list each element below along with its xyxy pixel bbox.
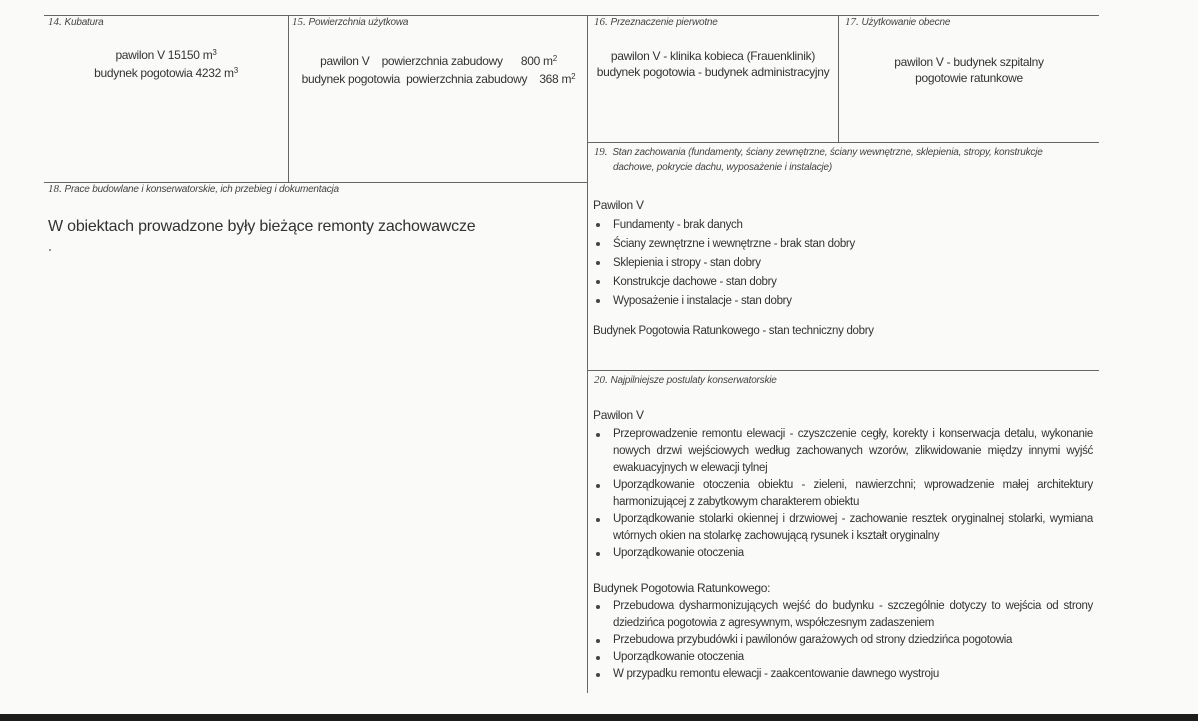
box18-number: 18. — [48, 183, 62, 195]
divider-center — [587, 15, 588, 693]
list-item: Wyposażenie i instalacje - stan dobry — [592, 292, 1092, 311]
box17-number: 17. — [845, 16, 859, 28]
box20-list-pogotowie — [592, 598, 1093, 683]
box14-line2: budynek pogotowia 4232 $m^3$ — [94, 66, 238, 80]
list-item: Przebudowa przybudówki i pawilonów garażowych od strony dziedzińca pogotowia — [592, 632, 1093, 649]
list-item: Uporządkowanie otoczenia obiektu - zieleni, nawierzchni; wprowadzenie małej architektury harmonizującej z zabytkowym charakterem obiektu — [592, 477, 1093, 511]
box16-header — [594, 16, 718, 28]
list-item: Uporządkowanie otoczenia — [592, 649, 1093, 666]
list-item: Przeprowadzenie remontu elewacji - czyszczenie cegły, korekty i konserwacja detalu, wykonanie nowych drzwi wejściowych według zachowanych wzorów, zlikwidowanie między innymi wyjść ewakuacyjnych w elewacji tylnej — [592, 426, 1093, 477]
list-item: Przebudowa dysharmonizujących wejść do budynku - szczególnie dotyczy to wejścia od strony dziedzińca pogotowia z agresywnym, współczesnym zadaszeniem — [592, 598, 1093, 632]
box15-line2: budynek pogotowia powierzchnia zabudowy 368 $m^2$ — [301, 72, 576, 86]
list-item: Uporządkowanie otoczenia — [592, 545, 1093, 562]
divider-14-15 — [288, 15, 289, 183]
list-item: W przypadku remontu elewacji - zaakcentowanie dawnego wystroju — [592, 666, 1093, 683]
box17-header — [845, 16, 950, 28]
box16-line2: budynek pogotowia - budynek administracyjny — [596, 65, 830, 79]
box14-line1: pawilon V 15150 $m^3$ — [115, 48, 217, 62]
box20-number: 20. — [594, 374, 608, 386]
box19-title-line2: dachowe, pokrycie dachu, wyposażenie i instalacje) — [613, 162, 833, 173]
rule-above-20 — [588, 370, 1099, 371]
box14-title: Kubatura — [64, 17, 104, 28]
box16-number: 16. — [594, 16, 608, 28]
list-item: Konstrukcje dachowe - stan dobry — [592, 273, 1092, 292]
box19-footer: Budynek Pogotowia Ratunkowego - stan techniczny dobry — [593, 325, 874, 337]
box20-heading1: Pawilon V — [593, 408, 644, 422]
box17-line2: pogotowie ratunkowe — [915, 71, 1023, 85]
box19-number: 19. — [594, 146, 608, 158]
box16-line1: pawilon V - klinika kobieca (Frauenklinik) — [610, 49, 816, 63]
list-item: Ściany zewnętrzne i wewnętrzne - brak stan dobry — [592, 235, 1092, 254]
box15-title: Powierzchnia użytkowa — [308, 17, 409, 28]
box15-number: 15. — [292, 16, 306, 28]
list-item: Fundamenty - brak danych — [592, 216, 1092, 235]
box16-title: Przeznaczenie pierwotne — [610, 17, 718, 28]
box19-header — [594, 145, 1097, 175]
scan-speck — [49, 249, 51, 251]
box15-header — [292, 16, 408, 28]
box20-list-pawilon — [592, 426, 1093, 562]
box17-line1: pawilon V - budynek szpitalny — [894, 55, 1044, 69]
box20-title: Najpilniejsze postulaty konserwatorskie — [610, 375, 777, 386]
scan-edge — [0, 714, 1198, 721]
box14-number: 14. — [48, 16, 62, 28]
box18-header — [48, 183, 339, 195]
rule-above-19 — [588, 142, 1099, 143]
box14-header — [48, 16, 104, 28]
box19-heading: Pawilon V — [593, 198, 644, 212]
box20-header — [594, 374, 777, 386]
box15-line1: pawilon V powierzchnia zabudowy 800 $m^2$ — [320, 54, 557, 68]
box15-content — [290, 53, 587, 89]
list-item: Uporządkowanie stolarki okiennej i drzwiowej - zachowanie resztek oryginalnej stolarki, wymiana wtórnych okien na stolarkę zachowującą rysunek i kształt oryginalny — [592, 511, 1093, 545]
box20-heading2: Budynek Pogotowia Ratunkowego: — [593, 581, 771, 595]
box18-title: Prace budowlane i konserwatorskie, ich przebieg i dokumentacja — [64, 184, 339, 195]
box17-title: Użytkowanie obecne — [861, 17, 951, 28]
box19-condition-list — [592, 216, 1092, 311]
list-item: Sklepienia i stropy - stan dobry — [592, 254, 1092, 273]
box18-text: W obiektach prowadzone były bieżące remonty zachowawcze — [48, 218, 476, 235]
box16-content — [588, 48, 838, 80]
box17-content — [839, 54, 1099, 86]
box14-content — [44, 47, 288, 83]
box19-title-line1: 19. Stan zachowania (fundamenty, ściany zewnętrzne, ściany wewnętrzne, sklepienia, stropy, konstrukcje — [594, 146, 1043, 158]
